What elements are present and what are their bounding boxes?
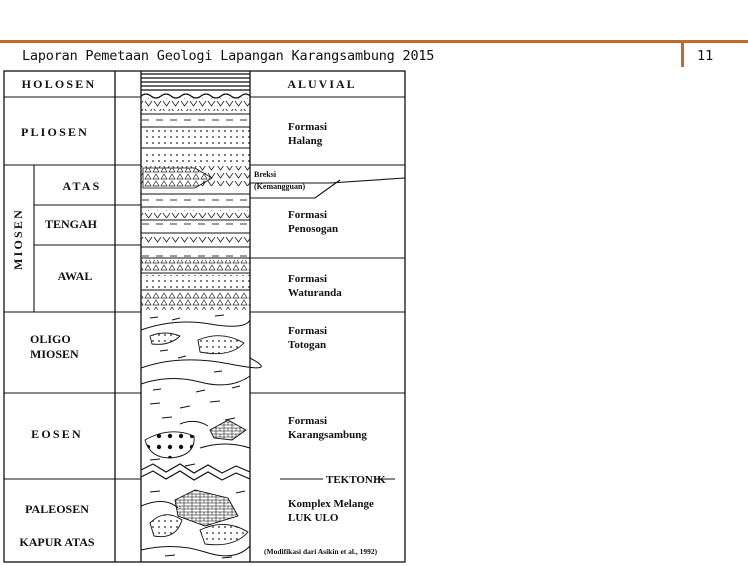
label-miosen: MIOSEN xyxy=(11,208,25,270)
label-holosen: HOLOSEN xyxy=(21,77,97,91)
header-separator xyxy=(681,43,684,67)
label-halang-2: Halang xyxy=(288,135,323,147)
formation-labels xyxy=(254,77,386,556)
page-number: 11 xyxy=(697,48,714,64)
label-paleosen: PALEOSEN xyxy=(25,502,89,516)
karangsambung-layer xyxy=(141,401,250,480)
totogan-layer xyxy=(141,315,261,392)
label-totogan-2: Totogan xyxy=(288,339,327,351)
breksi-layer xyxy=(141,166,250,194)
stratigraphy-figure xyxy=(0,68,410,566)
label-melange-1: Komplex Melange xyxy=(288,498,374,510)
label-breksi-2: (Kemangguan) xyxy=(254,182,306,191)
label-aluvial: ALUVIAL xyxy=(287,77,357,91)
aluvial-layer xyxy=(141,74,250,98)
label-oligo-miosen: MIOSEN xyxy=(30,347,79,361)
label-waturanda-1: Formasi xyxy=(288,273,328,285)
label-pliosen: PLIOSEN xyxy=(20,125,90,139)
melange-layer xyxy=(141,490,250,558)
label-penosogan-1: Formasi xyxy=(288,209,328,221)
label-waturanda-2: Waturanda xyxy=(288,287,342,299)
label-breksi-1: Breksi xyxy=(254,170,277,179)
lithology-column xyxy=(141,74,261,558)
label-awal: AWAL xyxy=(57,269,93,283)
penosogan-layer xyxy=(141,197,250,257)
label-eosen: EOSEN xyxy=(31,427,83,441)
label-atas: ATAS xyxy=(62,179,102,193)
label-halang-1: Formasi xyxy=(288,121,328,133)
label-tektonik: TEKTONIK xyxy=(326,474,386,486)
page-header-title: Laporan Pemetaan Geologi Lapangan Karangsambung 2015 xyxy=(22,48,435,64)
label-totogan-1: Formasi xyxy=(288,325,328,337)
label-melange-2: LUK ULO xyxy=(288,512,339,524)
label-karangsambung-2: Karangsambung xyxy=(288,429,367,441)
label-kapur-atas: KAPUR ATAS xyxy=(19,535,95,549)
label-tengah: TENGAH xyxy=(44,217,98,231)
label-oligo: OLIGO xyxy=(30,332,71,346)
label-penosogan-2: Penosogan xyxy=(288,223,339,235)
header-rule xyxy=(0,40,748,43)
epoch-labels xyxy=(11,77,102,549)
halang-layer xyxy=(141,98,250,163)
waturanda-layer xyxy=(141,258,250,310)
label-karangsambung-1: Formasi xyxy=(288,415,328,427)
label-source: (Modifikasi dari Asikin et al., 1992) xyxy=(264,547,378,556)
